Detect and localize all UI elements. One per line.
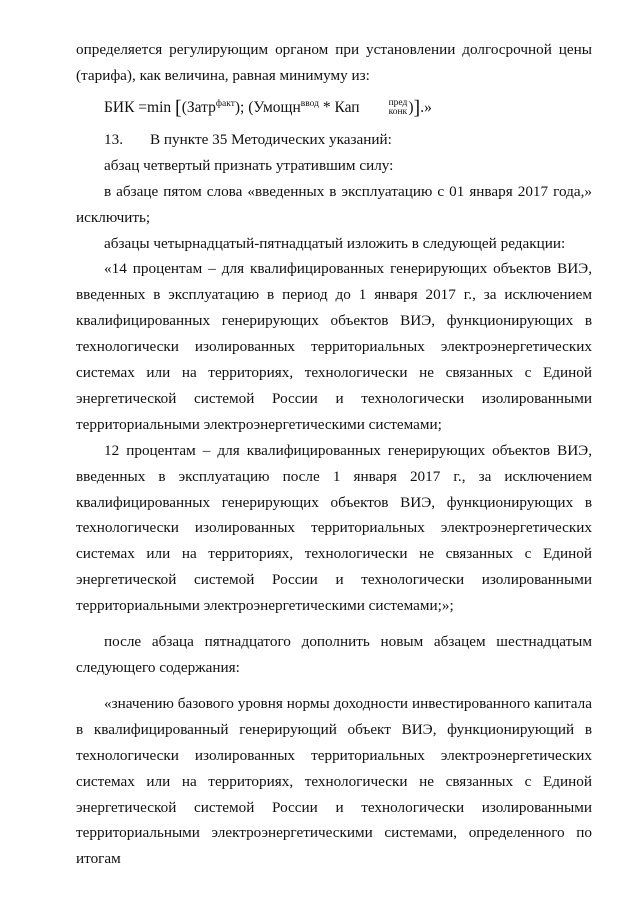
paragraph-abzac-5: в абзаце пятом слова «введенных в эксплуатацию с 01 января 2017 года,» исключить; xyxy=(76,182,592,226)
paragraph-base-rate: «значению базового уровня нормы доходности инвестированного капитала в квалифицированный генерирующий объект ВИЭ, функционирующий в технологически изолированных территориальных электроэнергетических системах или на территориях, технологически не связанных с Единой энергетической системой России и технологически изолированными территориальными электроэнергетическими системами, определенного по итогам xyxy=(76,694,592,868)
formula-open-bracket: [ xyxy=(175,96,182,119)
paragraph-abzac-14-15: абзацы четырнадцатый-пятнадцатый изложить в следующей редакции: xyxy=(104,234,566,252)
formula-term1-close: ); xyxy=(234,98,245,116)
formula-term2-close: ) xyxy=(408,98,414,116)
point-13-text: В пункте 35 Методических указаний: xyxy=(150,130,392,148)
paragraph-12-percent: 12 процентам – для квалифицированных генерирующих объектов ВИЭ, введенных в эксплуатацию после 1 января 2017 г., за исключением квалифицированных генерирующих объектов ВИЭ, функционирующих в технологически изолированных территориальных электроэнергетических системах или на территориях, технологически не связанных с Единой энергетической системой России и технологически изолированными территориальными электроэнергетическими системами;»; xyxy=(76,441,592,615)
formula-term2: (Умощн xyxy=(244,98,301,116)
formula-term1-sup: факт xyxy=(215,98,235,109)
formula-kap-indices xyxy=(361,99,408,117)
paragraph-abzac-4: абзац четвертый признать утратившим силу: xyxy=(104,156,394,174)
formula-close-bracket: ] xyxy=(413,96,421,119)
formula-lhs: БИК =min xyxy=(104,98,176,116)
formula-term1: (Затр xyxy=(181,98,216,116)
paragraph-point-13 xyxy=(76,127,592,153)
paragraph-14-percent: «14 процентам – для квалифицированных генерирующих объектов ВИЭ, введенных в эксплуатацию в период до 1 января 2017 г., за исключением квалифицированных генерирующих объектов ВИЭ, функционирующих в технологически изолированных территориальных электроэнергетических системах или на территориях, технологически не связанных с Единой энергетической системой России и технологически изолированными территориальными электроэнергетическими системами; xyxy=(76,260,592,433)
point-number: 13. xyxy=(104,130,123,148)
formula-times: * Кап xyxy=(318,98,360,116)
formula-end: .» xyxy=(420,98,432,116)
formula-bik xyxy=(76,92,592,122)
formula-kap-sub: конк xyxy=(388,107,408,118)
formula-kap-sup: пред xyxy=(388,98,408,109)
paragraph-abzac-16: после абзаца пятнадцатого дополнить новым абзацем шестнадцатым следующего содержания: xyxy=(76,633,592,676)
paragraph-intro: определяется регулирующим органом при установлении долгосрочной цены (тарифа), как величина, равная минимуму из: xyxy=(76,41,592,84)
formula-term2-sup: ввод xyxy=(300,98,319,109)
